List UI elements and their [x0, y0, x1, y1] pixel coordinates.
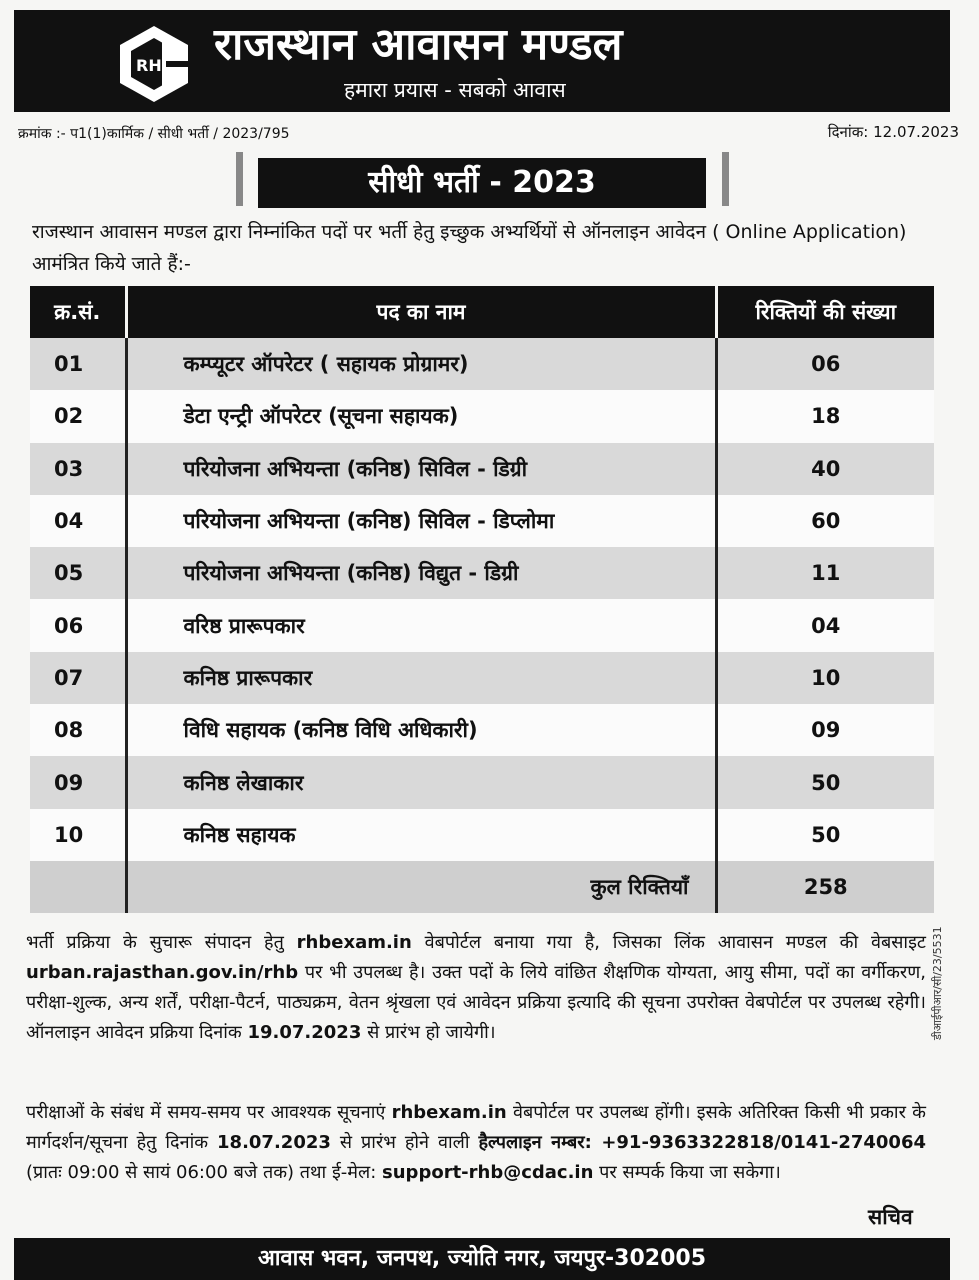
vacancy-count: 04 — [716, 599, 934, 651]
website-link[interactable]: urban.rajasthan.gov.in/rhb — [26, 962, 299, 983]
footer-address: आवास भवन, जनपथ, ज्योति नगर, जयपुर-302005 — [14, 1238, 950, 1280]
para1-text-2: वेबपोर्टल बनाया गया है, जिसका लिंक आवासन मण्डल की वेबसाइट — [411, 932, 926, 953]
vacancy-count: 11 — [716, 547, 934, 599]
serial-number: 07 — [30, 652, 126, 704]
header-post-name: पद का नाम — [126, 286, 716, 338]
serial-number: 08 — [30, 704, 126, 756]
post-name: वरिष्ठ प्रारूपकार — [126, 599, 716, 651]
table-row — [30, 338, 934, 390]
helpline-paragraph — [26, 1098, 926, 1188]
reference-number: क्रमांक :- प1(1)कार्मिक / सीधी भर्ती / 2023/795 — [18, 126, 290, 142]
vacancy-count: 40 — [716, 443, 934, 495]
table-row — [30, 390, 934, 442]
helpline-start-date: 18.07.2023 — [217, 1132, 331, 1153]
banner-right-bar — [722, 152, 729, 206]
post-name: डेटा एन्ट्री ऑपरेटर (सूचना सहायक) — [126, 390, 716, 442]
vacancy-count: 18 — [716, 390, 934, 442]
header-vacancy-count: रिक्तियों की संख्या — [716, 286, 934, 338]
post-name: परियोजना अभियन्ता (कनिष्ठ) सिविल - डिप्लोमा — [126, 495, 716, 547]
total-empty-cell — [30, 861, 126, 913]
table-row — [30, 547, 934, 599]
para1-text-1: भर्ती प्रक्रिया के सुचारू संपादन हेतु — [26, 932, 297, 953]
total-label: कुल रिक्तियाँ — [126, 861, 716, 913]
table-row — [30, 495, 934, 547]
serial-number: 10 — [30, 809, 126, 861]
header-serial: क्र.सं. — [30, 286, 126, 338]
vacancy-count: 09 — [716, 704, 934, 756]
serial-number: 06 — [30, 599, 126, 651]
serial-number: 09 — [30, 756, 126, 808]
notice-date: दिनांक: 12.07.2023 — [827, 123, 959, 141]
table-row — [30, 809, 934, 861]
vacancy-count: 10 — [716, 652, 934, 704]
para2-text-1: परीक्षाओं के संबंध में समय-समय पर आवश्यक सूचनाएं — [26, 1102, 392, 1123]
helpline-number: हैल्पलाइन नम्बर: +91-9363322818/0141-2740064 — [478, 1132, 926, 1153]
table-row — [30, 704, 934, 756]
serial-number: 02 — [30, 390, 126, 442]
total-value: 258 — [716, 861, 934, 913]
vacancy-count: 50 — [716, 809, 934, 861]
post-name: परियोजना अभियन्ता (कनिष्ठ) सिविल - डिग्री — [126, 443, 716, 495]
para2-text-2: वेबपोर्टल पर उपलब्ध होंगी। इसके अतिरिक्त किसी भी प्रकार के मार्गदर्शन/सूचना हेतु दिनांक — [26, 1102, 926, 1153]
process-info-paragraph — [26, 928, 926, 1048]
signature-secretary: सचिव — [868, 1205, 913, 1229]
vacancy-table — [30, 286, 934, 913]
post-name: परियोजना अभियन्ता (कनिष्ठ) विद्युत - डिग्री — [126, 547, 716, 599]
post-name: कम्प्यूटर ऑपरेटर ( सहायक प्रोग्रामर) — [126, 338, 716, 390]
application-start-date: 19.07.2023 — [247, 1022, 362, 1043]
vacancy-count: 06 — [716, 338, 934, 390]
post-name: विधि सहायक (कनिष्ठ विधि अधिकारी) — [126, 704, 716, 756]
table-row — [30, 756, 934, 808]
serial-number: 05 — [30, 547, 126, 599]
intro-text: राजस्थान आवासन मण्डल द्वारा निम्नांकित पदों पर भर्ती हेतु इच्छुक अभ्यर्थियों से ऑनलाइन आवेदन ( Online Application) आमंत्रित किये जाते हैं:- — [32, 221, 907, 275]
rhb-logo-icon — [114, 24, 194, 104]
para2-text-5: पर सम्पर्क किया जा सकेगा। — [593, 1162, 781, 1183]
para1-text-4: से प्रारंभ हो जायेगी। — [361, 1022, 496, 1043]
table-row — [30, 599, 934, 651]
para2-text-4: (प्रातः 09:00 से सायं 06:00 बजे तक) तथा ई-मेल: — [26, 1162, 383, 1183]
support-email-link[interactable]: support-rhb@cdac.in — [382, 1162, 594, 1183]
vacancy-count: 60 — [716, 495, 934, 547]
portal-link[interactable]: rhbexam.in — [296, 932, 412, 953]
side-reference-note: डीआईपीआर/सी/23/5531 — [931, 926, 944, 1040]
header-banner — [14, 10, 950, 112]
serial-number: 04 — [30, 495, 126, 547]
serial-number: 01 — [30, 338, 126, 390]
recruitment-title: सीधी भर्ती - 2023 — [258, 158, 706, 208]
post-name: कनिष्ठ प्रारूपकार — [126, 652, 716, 704]
portal-link[interactable]: rhbexam.in — [391, 1102, 507, 1123]
post-name: कनिष्ठ लेखाकार — [126, 756, 716, 808]
banner-left-bar — [236, 152, 243, 206]
organization-name: राजस्थान आवासन मण्डल — [214, 19, 623, 70]
vacancy-count: 50 — [716, 756, 934, 808]
para1-text-3: पर भी उपलब्ध है। उक्त पदों के लिये वांछित शैक्षणिक योग्यता, आयु सीमा, पदों का वर्गीकरण, परीक्षा-शुल्क, अन्य शर्तें, परीक्षा-पैटर्न, पाठ्यक्रम, वेतन श्रृंखला एवं आवेदन प्रक्रिया इत्यादि की सूचना उपरोक्त वेबपोर्टल पर उपलब्ध रहेगी। ऑनलाइन आवेदन प्रक्रिया दिनांक — [26, 962, 926, 1043]
para2-text-3: से प्रारंभ होने वाली — [330, 1132, 479, 1153]
serial-number: 03 — [30, 443, 126, 495]
logo-letters: RH — [136, 56, 162, 75]
table-row — [30, 652, 934, 704]
organization-tagline: हमारा प्रयास - सबको आवास — [344, 78, 566, 102]
post-name: कनिष्ठ सहायक — [126, 809, 716, 861]
table-header-row — [30, 286, 934, 338]
table-total-row — [30, 861, 934, 913]
table-row — [30, 443, 934, 495]
